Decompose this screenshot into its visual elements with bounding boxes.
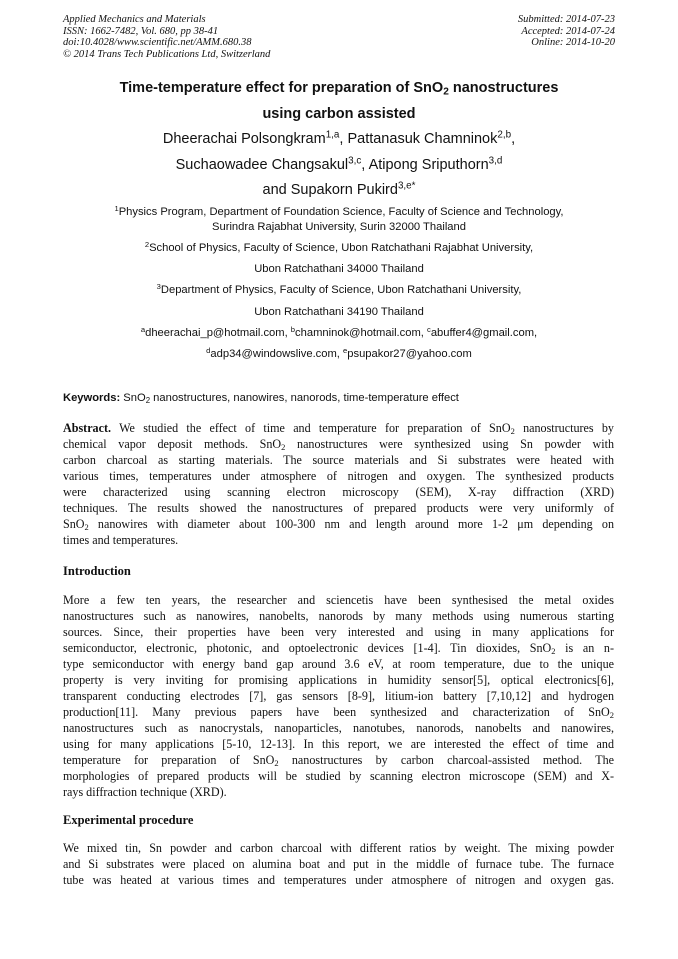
section-heading-introduction: Introduction [63,564,131,578]
authors-line-2: Suchaowadee Changsakul$^{3,c}$, Atipong Sriputhorn$^{3,d}$ [175,155,503,173]
paragraph-line: using for many applications [5-10, 12-13]. In this report, we are interested the effect of time and [63,737,614,751]
affiliation-2-line-1: $^2$School of Physics, Faculty of Science, Ubon Ratchathani Rajabhat University, [144,239,534,254]
paragraph-line: property is very inviting for promising applications in humidity sensor[5], optical electronics[6], [63,673,614,687]
abstract-line: times and temperatures. [63,533,179,547]
abstract-line: SnO$_2$ nanowires with diameter about 100-300 nm and length around more 1-2 μm depending on [63,517,614,533]
emails-line-1: $^a$dheerachai_p@hotmail.com, $^b$chamninok@hotmail.com, $^c$abuffer4@gmail.com, [140,324,538,339]
journal-issn: ISSN: 1662-7482, Vol. 680, pp 38-41 [63,25,219,37]
publication-dates [518,14,615,49]
paragraph-line: semiconductor, electronic, photonic, and optoelectronic devices [1-4]. Tin dioxides, SnO$_2$ is an n- [63,641,614,657]
section-heading-experimental: Experimental procedure [63,813,194,827]
authors-line-3: and Supakorn Pukird$^{3,e*}$ [262,180,416,198]
journal-name: Applied Mechanics and Materials [63,14,206,25]
paragraph-line: rays diffraction technique (XRD). [63,785,227,799]
paragraph-line: tube was heated at various times and temperatures under atmosphere of nitrogen and oxygen gas. [63,873,614,887]
abstract-line: were characterized using scanning electron microscopy (SEM), X-ray diffraction (XRD) [63,485,614,499]
paragraph-line: type semiconductor with energy band gap around 3.6 eV, at room temperature, due to the unique [63,657,614,671]
journal-copyright: © 2014 Trans Tech Publications Ltd, Switzerland [63,48,271,60]
paragraph-line: transparent conducting electrodes [7], gas sensors [8-9], litium-ion battery [7,10,12] and hydrogen [63,689,614,703]
paper-title-line-1: Time-temperature effect for preparation of SnO$_2$ nanostructures [119,80,559,98]
date-online: Online: 2014-10-20 [531,37,615,48]
paragraph-line: sources. Since, their properties have been very interested and using in many applications for [63,625,614,639]
paragraph-line: nanostructures such as nanocrystals, nanoparticles, nanotubes, nanorods, nanobelts and nanowires, [63,721,614,735]
paper-title-line-2: using carbon assisted [262,106,416,122]
journal-info [63,14,270,60]
paragraph-line: nanostructures such as nanowires, nanobelts, nanorods by many methods using numerous starting [63,609,614,623]
emails-line-2: $^d$adp34@windowslive.com, $^e$psupakor27@yahoo.com [206,345,472,360]
abstract [63,420,614,548]
paragraph-line: and Si substrates were placed on alumina boat and put in the middle of furnace tube. The furnace [63,857,614,871]
paragraph-line: More a few ten years, the researcher and sciencetis have been synthesised the metal oxides [63,593,614,607]
paragraph-line: temperature for preparation of SnO$_2$ nanostructures by carbon charcoal-assisted method. The [63,753,614,769]
journal-doi: doi:10.4028/www.scientific.net/AMM.680.38 [63,37,252,48]
authors-line-1: Dheerachai Polsongkram$^{1,a}$, Pattanasuk Chamninok$^{2,b}$, [162,129,516,147]
affiliation-1-line-2: Surindra Rajabhat University, Surin 32000 Thailand [212,221,466,233]
affiliation-3-line-1: $^3$Department of Physics, Faculty of Science, Ubon Ratchathani University, [156,281,522,296]
paragraph-line: production[11]. Many previous papers have been synthesized and characterization of SnO$_2$ [63,705,614,721]
affiliation-1-line-1: $^1$Physics Program, Department of Foundation Science, Faculty of Science and Technology, [114,203,564,218]
paragraph-line: morphologies of prepared products will be studied by scanning electron microscope (SEM) and X- [63,769,614,783]
paragraph-line: We mixed tin, Sn powder and carbon charcoal with different ratios by weight. The mixing powder [63,841,614,855]
affiliation-3-line-2: Ubon Ratchathani 34190 Thailand [254,306,424,318]
experimental-paragraph [63,840,614,888]
abstract-line: techniques. The results showed the nanostructures of prepared products were very uniformly of [63,501,614,515]
abstract-line: Abstract. We studied the effect of time and temperature for preparation of SnO$_2$ nanostructures by [63,421,614,437]
date-submitted: Submitted: 2014-07-23 [517,14,615,25]
abstract-line: chemical vapor deposit methods. SnO$_2$ nanostructures were synthesized using Sn powder with [63,437,614,453]
affiliation-2-line-2: Ubon Ratchathani 34000 Thailand [254,263,424,275]
keywords: Keywords: SnO$_2$ nanostructures, nanowires, nanorods, time-temperature effect [63,392,459,405]
date-accepted: Accepted: 2014-07-24 [521,25,615,37]
abstract-line: carbon charcoal as starting materials. The source materials and Si substrates were heated with [63,453,614,467]
abstract-line: various times, temperatures under atmosphere of nitrogen and oxygen. The synthesized products [63,469,614,483]
introduction-paragraph [63,592,614,800]
